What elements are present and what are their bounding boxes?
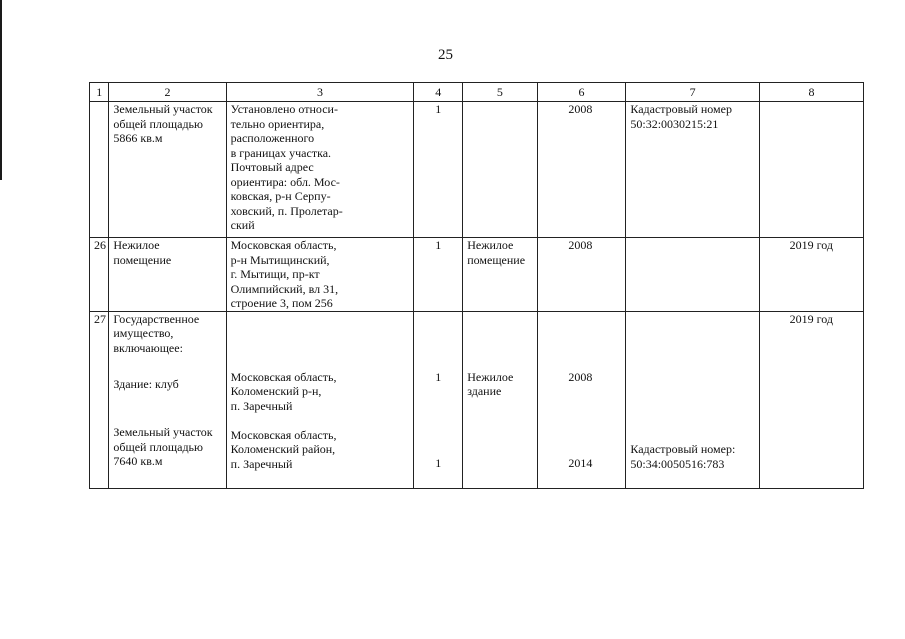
page-number: 25 [438, 47, 453, 63]
object-name-line: Земельный участок [113, 102, 213, 116]
address-cell [226, 238, 414, 312]
table-header-row [90, 83, 864, 102]
quantity-cell: 1 [414, 102, 463, 238]
object-name-line: общей площадью [113, 116, 203, 131]
transfer-year-cell [759, 102, 863, 238]
address-line: ховский, п. Пролетар- [230, 203, 343, 218]
sub-year: 2008 [568, 369, 593, 384]
address-cell [226, 311, 414, 488]
header-cell-1: 1 [90, 83, 109, 102]
header-cell-4: 4 [414, 83, 463, 102]
sub-address-line: Коломенский район, [230, 442, 336, 456]
sub-object-type-line: Нежилое [467, 369, 514, 384]
address-line: Установлено относи- [230, 102, 338, 116]
address-line: строение 3, пом 256 [230, 296, 333, 310]
property-table [89, 82, 864, 489]
address-line: Олимпийский, вл 31, [230, 281, 339, 296]
note-line: Кадастровый номер [630, 102, 732, 116]
sub-address-line: п. Заречный [230, 398, 293, 413]
year-cell [537, 311, 626, 488]
quantity-cell: 1 [414, 238, 463, 312]
address-line: Почтовый адрес [230, 160, 314, 174]
year-cell: 2008 [537, 238, 626, 312]
address-line: тельно ориентира, [230, 116, 325, 131]
object-type-cell [463, 102, 537, 238]
object-type-cell [463, 311, 537, 488]
note-cell [626, 238, 760, 312]
address-line: ский [230, 218, 255, 232]
object-name-line: имущество, [113, 326, 174, 340]
sub-note-line: 50:34:0050516:783 [630, 456, 725, 471]
table-row [90, 238, 864, 312]
sub-object-name-line: Здание: клуб [113, 377, 179, 391]
sub-quantity: 1 [435, 456, 442, 470]
sub-address-line: Коломенский р-н, [230, 384, 322, 398]
header-cell-6: 6 [537, 83, 626, 102]
object-name-cell [109, 238, 226, 312]
address-line: Московская область, [230, 238, 337, 252]
row-number-cell: 27 [90, 311, 109, 488]
transfer-year-cell: 2019 год [759, 311, 863, 488]
object-name-line: Государственное [113, 311, 200, 326]
object-name-line: помещение [113, 252, 172, 267]
table-row [90, 102, 864, 238]
address-cell [226, 102, 414, 238]
sub-object-name-line: 7640 кв.м [113, 454, 163, 468]
sub-address-line: п. Заречный [230, 456, 293, 471]
year-cell: 2008 [537, 102, 626, 238]
sub-year: 2014 [568, 456, 593, 470]
scan-edge-line [0, 0, 2, 180]
object-type-cell [463, 238, 537, 312]
note-line: 50:32:0030215:21 [630, 116, 719, 131]
object-type-line: Нежилое [467, 238, 514, 252]
sub-address-line: Московская область, [230, 369, 337, 384]
sub-object-name-line: общей площадью [113, 439, 203, 454]
address-line: ковская, р-н Серпу- [230, 189, 331, 203]
row-number-cell: 26 [90, 238, 109, 312]
sub-note-line: Кадастровый номер: [630, 442, 736, 456]
object-name-line: включающее: [113, 340, 183, 355]
sub-quantity: 1 [435, 369, 442, 384]
header-cell-7: 7 [626, 83, 760, 102]
object-name-cell [109, 102, 226, 238]
row-number-cell [90, 102, 109, 238]
address-line: р-н Мытищинский, [230, 252, 330, 267]
address-line: расположенного [230, 131, 315, 145]
transfer-year-cell: 2019 год [759, 238, 863, 312]
header-cell-8: 8 [759, 83, 863, 102]
sub-address-line: Московская область, [230, 427, 337, 442]
note-cell [626, 311, 760, 488]
table-row [90, 311, 864, 488]
object-name-line: 5866 кв.м [113, 131, 163, 145]
sub-object-name-line: Земельный участок [113, 425, 213, 439]
object-type-line: помещение [467, 252, 526, 267]
header-cell-3: 3 [226, 83, 414, 102]
quantity-cell [414, 311, 463, 488]
header-cell-5: 5 [463, 83, 537, 102]
address-line: в границах участка. [230, 145, 332, 160]
address-line: ориентира: обл. Мос- [230, 174, 340, 189]
address-line: г. Мытищи, пр-кт [230, 267, 320, 281]
sub-object-type-line: здание [467, 384, 502, 398]
header-cell-2: 2 [109, 83, 226, 102]
object-name-cell [109, 311, 226, 488]
object-name-line: Нежилое [113, 238, 160, 252]
note-cell [626, 102, 760, 238]
